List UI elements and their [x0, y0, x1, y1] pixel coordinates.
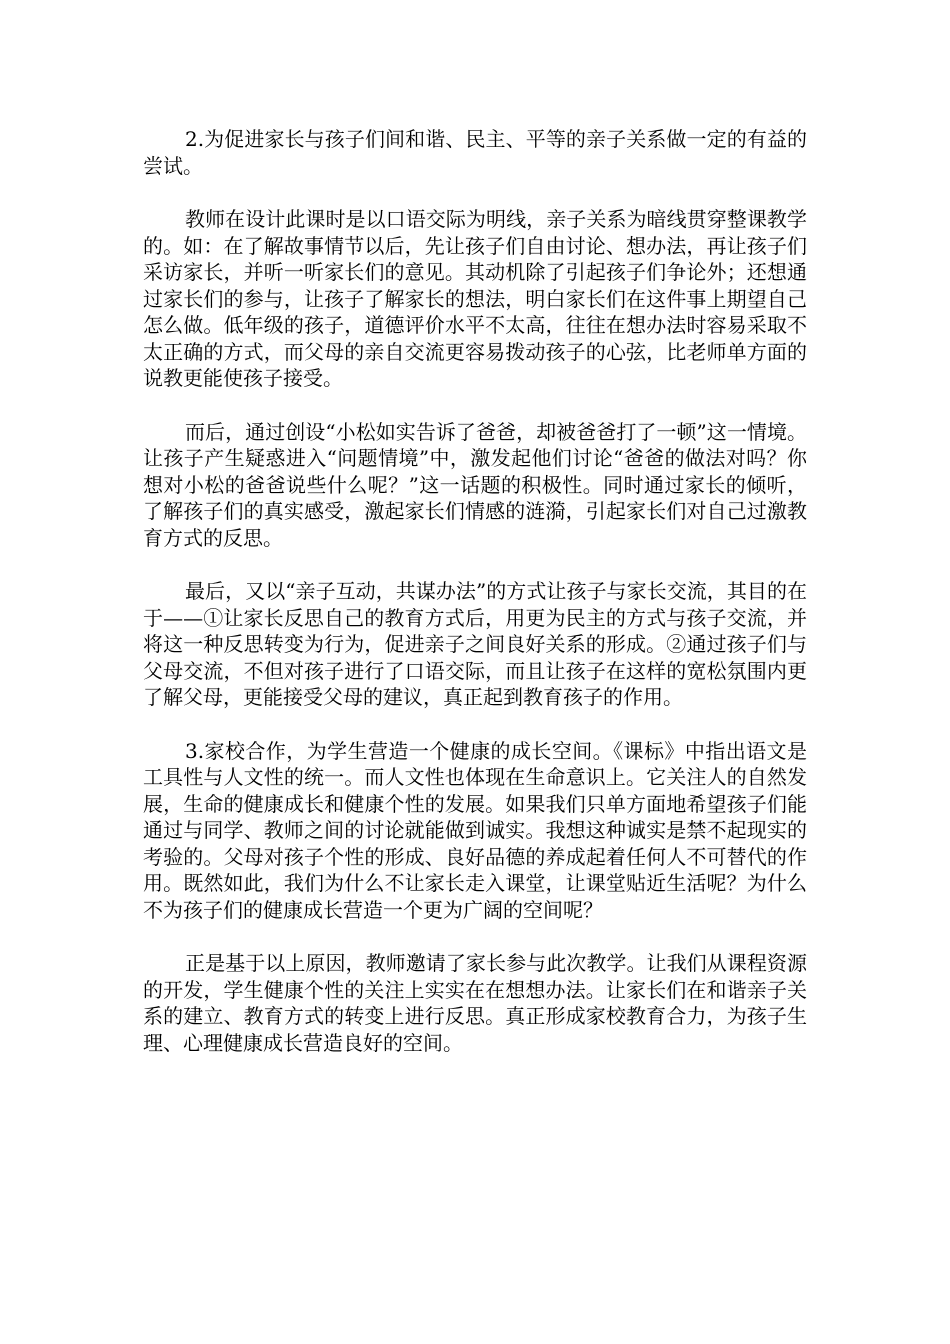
paragraph-goal-3: 3.家校合作，为学生营造一个健康的成长空间。《课标》中指出语文是工具性与人文性的统一。而人文性也体现在生命意识上。它关注人的自然发展，生命的健康成长和健康个性的发展。如果我们只单方面地希望孩子们能通过与同学、教师之间的讨论就能做到诚实。我想这种诚实是禁不起现实的考验的。父母对孩子个性的形成、良好品德的养成起着任何人不可替代的作用。既然如此，我们为什么不让家长走入课堂，让课堂贴近生活呢？为什么不为孩子们的健康成长营造一个更为广阔的空间呢？ [143, 738, 807, 922]
paragraph-goal-2: 2.为促进家长与孩子们间和谐、民主、平等的亲子关系做一定的有益的尝试。 [143, 127, 807, 178]
paragraph-interaction: 最后，又以“亲子互动，共谋办法”的方式让孩子与家长交流，其目的在于——①让家长反思自己的教育方式后，用更为民主的方式与孩子交流，并将这一种反思转变为行为，促进亲子之间良好关系的形成。②通过孩子们与父母交流，不但对孩子进行了口语交际，而且让孩子在这样的宽松氛围内更了解父母，更能接受父母的建议，真正起到教育孩子的作用。 [143, 579, 807, 709]
paragraph-conclusion: 正是基于以上原因，教师邀请了家长参与此次教学。让我们从课程资源的开发，学生健康个性的关注上实实在在想想办法。让家长们在和谐亲子关系的建立、教育方式的转变上进行反思。真正形成家校教育合力，为孩子生理、心理健康成长营造良好的空间。 [143, 951, 807, 1055]
paragraph-situation: 而后，通过创设“小松如实告诉了爸爸，却被爸爸打了一顿”这一情境。让孩子产生疑惑进入“问题情境”中，激发起他们讨论“爸爸的做法对吗？你想对小松的爸爸说些什么呢？”这一话题的积极性。同时通过家长的倾听，了解孩子们的真实感受，激起家长们情感的涟漪，引起家长们对自己过激教育方式的反思。 [143, 419, 807, 550]
document-body [143, 126, 807, 1083]
paragraph-design: 教师在设计此课时是以口语交际为明线，亲子关系为暗线贯穿整课教学的。如：在了解故事情节以后，先让孩子们自由讨论、想办法，再让孩子们采访家长，并听一听家长们的意见。其动机除了引起孩子们争论外；还想通过家长们的参与，让孩子了解家长的想法，明白家长们在这件事上期望自己怎么做。低年级的孩子，道德评价水平不太高，往往在想办法时容易采取不太正确的方式，而父母的亲自交流更容易拨动孩子的心弦，比老师单方面的说教更能使孩子接受。 [143, 207, 807, 390]
